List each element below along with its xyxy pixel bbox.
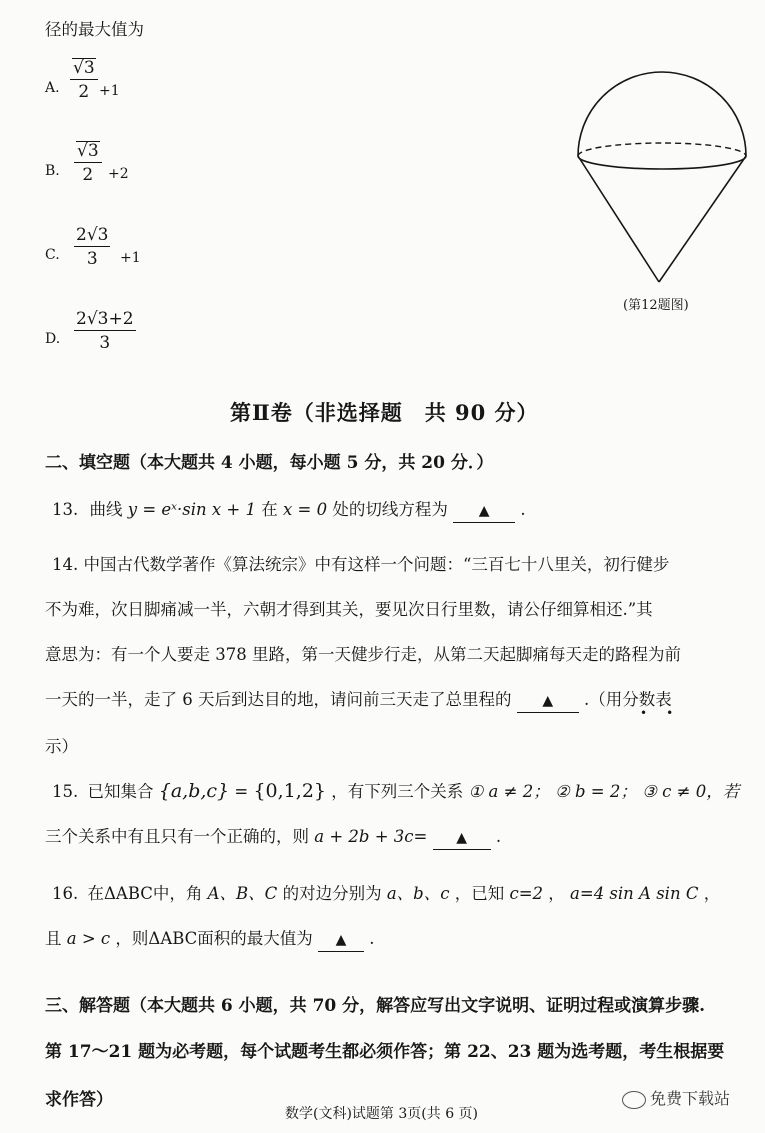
q15-end: . — [495, 827, 502, 846]
hemisphere-cone-figure — [570, 70, 755, 290]
option-c-suffix: +1 — [120, 250, 141, 266]
q16-line1c: ，已知 — [454, 884, 505, 903]
option-a-fraction — [70, 58, 98, 102]
q16-end: . — [369, 929, 375, 948]
q14-line4-pre: 一天的一半，走了 6 天后到达目的地，请问前三天走了总里程的 — [45, 690, 512, 709]
option-c-fraction — [74, 225, 110, 269]
section3-line3: 求作答） — [45, 1090, 113, 1110]
option-d-denominator: 3 — [99, 333, 111, 353]
q14-line1: 14. 中国古代数学著作《算法统宗》中有这样一个问题：“三百七十八里关，初行健步 — [52, 555, 670, 574]
q16-sides: a、b、c — [386, 884, 450, 903]
q15-relations-pre: ，有下列三个关系 — [331, 782, 464, 801]
wechat-icon — [622, 1091, 646, 1109]
option-a-suffix: +1 — [99, 83, 120, 99]
q16-given-c: c=2 — [509, 884, 544, 903]
figure-caption: (第12题图) — [623, 298, 689, 313]
q15-pre: 已知集合 — [87, 782, 154, 801]
q14-line4-post: .（用分数表 — [584, 690, 672, 709]
q15-set-right: {0,1,2} — [253, 780, 326, 802]
q14-line4 — [45, 689, 672, 713]
q15-line2-pre: 三个关系中有且只有一个正确的，则 — [45, 827, 309, 846]
option-b-suffix: +2 — [108, 166, 129, 182]
q16-condition: a > c — [66, 929, 111, 948]
option-b-label: B. — [45, 163, 60, 179]
option-c-label: C. — [45, 247, 60, 263]
q15-answer-blank[interactable]: ▲ — [433, 827, 491, 850]
q13-pre: 曲线 — [89, 500, 123, 519]
q15-expression: a + 2b + 3c= — [314, 827, 428, 846]
section3-line1: 三、解答题（本大题共 6 小题，共 70 分，解答应写出文字说明、证明过程或演算步骤. — [45, 996, 706, 1016]
page-footer: 数学(文科)试题第 3页(共 6 页) — [285, 1106, 479, 1122]
option-d-fraction — [74, 309, 136, 353]
q14-answer-blank[interactable]: ▲ — [517, 690, 579, 713]
option-a-label: A. — [45, 80, 60, 96]
q12-stem-tail: 径的最大值为 — [45, 20, 144, 39]
option-c-numerator: 2√3 — [76, 225, 109, 245]
q16-end1: ， — [703, 884, 721, 903]
q15-set-left: {a,b,c} — [158, 780, 230, 802]
q16-number: 16. — [52, 884, 79, 903]
q16-answer-blank[interactable]: ▲ — [318, 929, 364, 952]
option-b-numerator: √3 — [77, 141, 99, 161]
q13-end: . — [520, 500, 526, 519]
section3-line2: 第 17～21 题为必考题，每个试题考生都必须作答；第 22、23 题为选考题，考生根据要 — [45, 1042, 725, 1062]
q16-line2 — [45, 928, 375, 952]
q16-line2-pre: 且 — [45, 929, 62, 948]
q15-number: 15. — [52, 782, 79, 801]
q16-angles: A、B、C — [207, 884, 278, 903]
emphasis-dots: • • — [640, 706, 674, 720]
q15-relation-3: ③ c ≠ 0，若 — [642, 782, 740, 801]
option-d-numerator: 2√3+2 — [76, 309, 134, 329]
q16-given-a: a=4 sin A sin C — [570, 884, 699, 903]
q16-line1 — [52, 883, 720, 905]
q13-number: 13. — [52, 500, 79, 519]
q13-condition: x = 0 — [283, 500, 328, 519]
q16-comma: ， — [548, 884, 565, 903]
option-c-denominator: 3 — [86, 249, 98, 269]
watermark-text: 免费下载站 — [650, 1089, 731, 1108]
q15-relation-1: ① a ≠ 2； — [468, 782, 550, 801]
q14-line2: 不为难，次日脚痛减一半，六朝才得到其关，要见次日行里数，请公仔细算相还.”其 — [45, 600, 653, 619]
q16-line1b: 的对边分别为 — [282, 884, 382, 903]
option-a-numerator: √3 — [73, 58, 95, 78]
q16-line1a: 在ΔABC中，角 — [87, 884, 203, 903]
q16-line2-mid: ，则ΔABC面积的最大值为 — [115, 929, 313, 948]
option-a-denominator: 2 — [78, 82, 90, 102]
watermark — [622, 1086, 730, 1109]
option-b-denominator: 2 — [82, 165, 94, 185]
part2-title: 第Ⅱ卷（非选择题 共 90 分） — [230, 400, 539, 425]
q15-line1 — [52, 780, 739, 803]
q15-line2 — [45, 826, 501, 850]
option-b-fraction — [74, 141, 102, 185]
q13-formula: y = eˣ·sin x + 1 — [127, 500, 256, 519]
q13-post: 处的切线方程为 — [332, 500, 448, 519]
section2-heading: 二、填空题（本大题共 4 小题，每小题 5 分，共 20 分．） — [45, 453, 494, 473]
q13-answer-blank[interactable]: ▲ — [453, 500, 515, 523]
option-d-label: D. — [45, 331, 61, 347]
q13 — [52, 499, 526, 523]
q15-relation-2: ② b = 2； — [554, 782, 637, 801]
q14-line3: 意思为：有一个人要走 378 里路，第一天健步行走，从第二天起脚痛每天走的路程为前 — [45, 645, 681, 664]
q14-line5: 示） — [45, 737, 78, 756]
q15-equals: = — [234, 782, 249, 801]
q13-mid: 在 — [261, 500, 278, 519]
